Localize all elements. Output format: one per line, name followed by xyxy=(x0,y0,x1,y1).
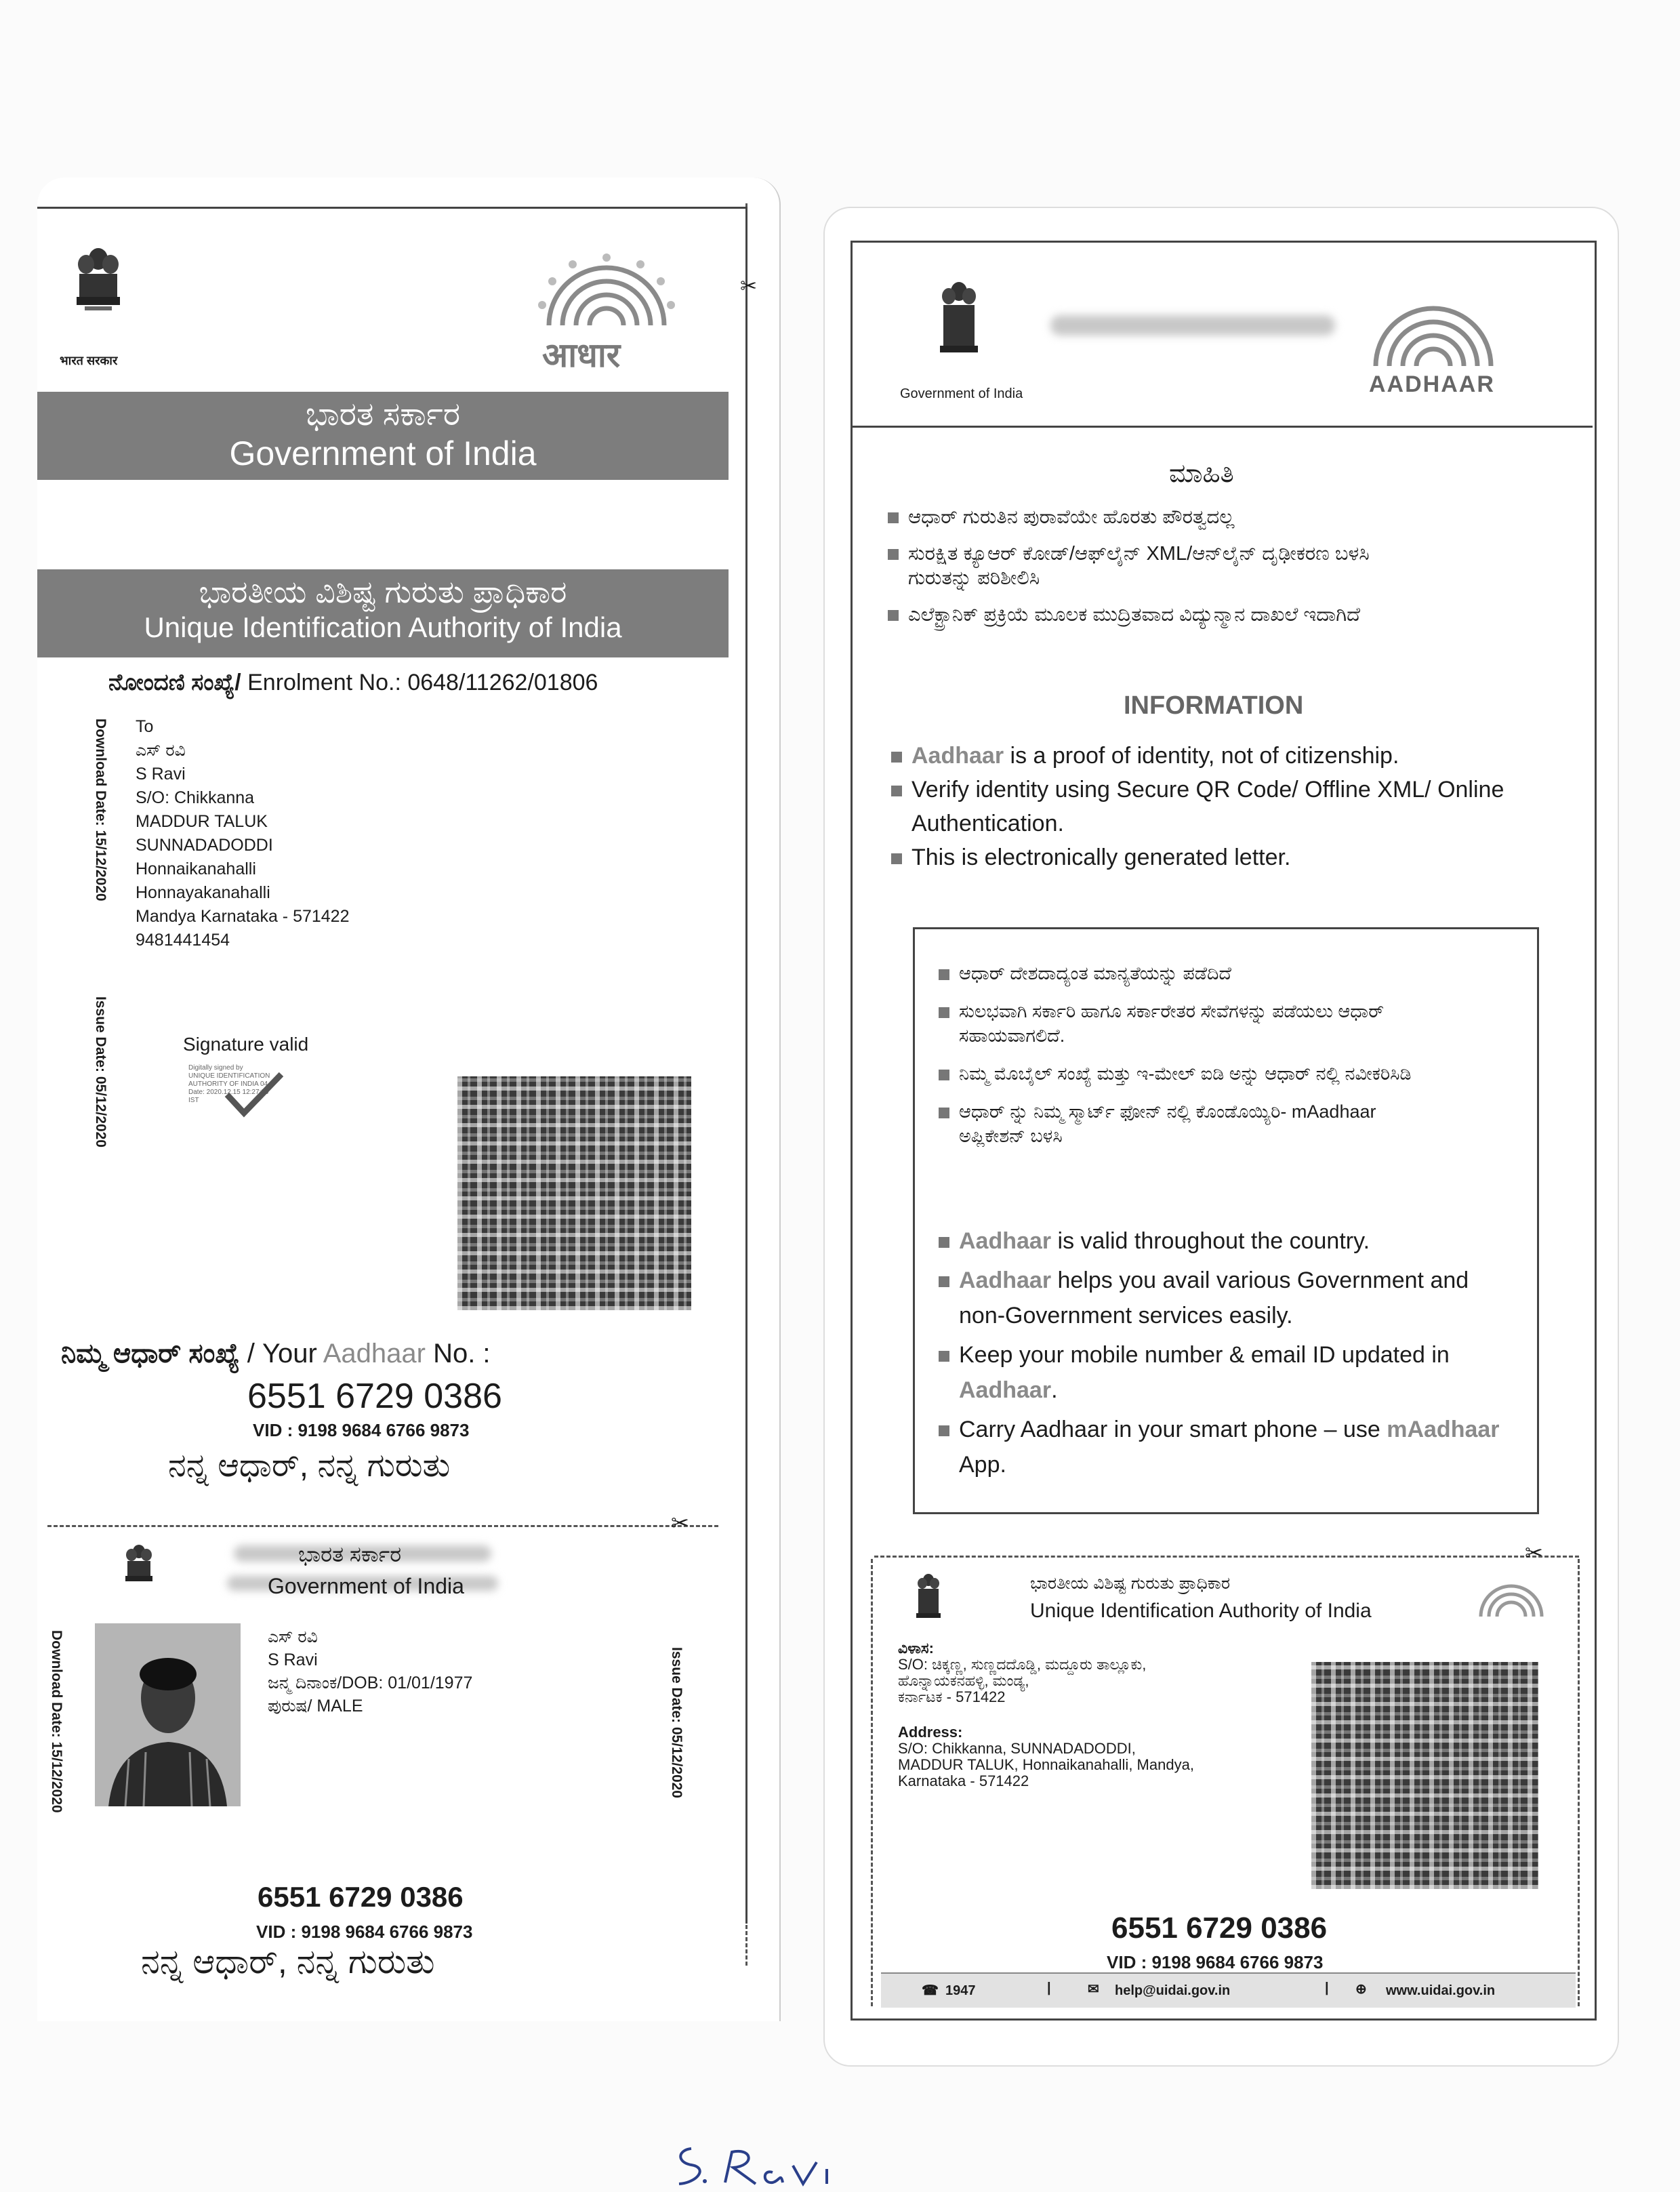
benefit-en-item xyxy=(939,1263,1501,1333)
scissors-icon: ✂ xyxy=(740,275,758,298)
government-band-kn: ಭಾರತ ಸರ್ಕಾರ xyxy=(305,397,461,432)
cardholder-details xyxy=(268,1625,472,1718)
right-top-divider xyxy=(851,426,1593,428)
address-line: Honnaikanahalli xyxy=(136,859,256,878)
benefit-kn-item xyxy=(939,1099,1433,1148)
benefit-en-item-text: App. xyxy=(959,1452,1006,1478)
benefits-en-list xyxy=(939,1223,1501,1482)
your-aadhaar-label-no: No. : xyxy=(425,1339,491,1368)
address-kn-line: ಕರ್ನಾಟಕ - 571422 xyxy=(898,1688,1006,1705)
cut-line-vertical xyxy=(871,1559,873,2006)
cut-line-horizontal xyxy=(874,1556,1579,1558)
address-line: S/O: Chikkanna xyxy=(136,788,255,807)
address-line: 9481441454 xyxy=(136,931,230,950)
bullet-icon xyxy=(939,1351,949,1362)
vid-number: VID : 9198 9684 6766 9873 xyxy=(253,1420,470,1440)
info-en-item xyxy=(891,739,1562,773)
bullet-icon xyxy=(939,1108,949,1118)
benefit-kn-item-text: ಆಧಾರ್ ದೇಶದಾದ್ಯಂತ ಮಾನ್ಯತೆಯನ್ನು ಪಡೆದಿದೆ xyxy=(959,963,1232,983)
scissors-icon: ✂ xyxy=(1525,1541,1543,1565)
signature-detail-line: Date: 2020.12.15 12:27:00 xyxy=(188,1089,269,1096)
enrolment-number xyxy=(108,670,598,696)
recipient-address xyxy=(136,715,350,952)
address-line: ಎಸ್ ರವಿ xyxy=(136,741,186,760)
info-en-item-text: This is electronically generated letter. xyxy=(911,845,1291,870)
info-en-item xyxy=(891,773,1562,840)
address-en-line: Karnataka - 571422 xyxy=(898,1772,1029,1789)
national-emblem-icon xyxy=(932,278,986,366)
bullet-icon xyxy=(939,1070,949,1080)
aadhaar-word: Aadhaar xyxy=(959,1228,1052,1254)
uidai-band-en: Unique Identification Authority of India xyxy=(144,611,622,643)
benefit-en-item-text: . xyxy=(1051,1377,1058,1403)
footer-phone: 1947 xyxy=(945,1983,976,1998)
signature-detail-line: IST xyxy=(188,1097,199,1104)
globe-icon: ⊕ xyxy=(1355,1982,1367,1997)
government-band-en: Government of India xyxy=(229,434,537,472)
your-aadhaar-label-en: / Your xyxy=(247,1339,323,1368)
maadhaar-word: mAadhaar xyxy=(1387,1417,1500,1442)
cut-uid-en: Unique Identification Authority of India xyxy=(1030,1600,1372,1622)
bullet-icon xyxy=(939,1007,949,1018)
benefit-en-item-text: helps you avail various Government and non-Government services easily. xyxy=(959,1267,1469,1328)
address-en-line: S/O: Chikkanna, SUNNADADODDI, xyxy=(898,1740,1136,1757)
aadhaar-logo-text: आधार xyxy=(542,336,621,374)
national-emblem-icon xyxy=(64,244,132,332)
your-aadhaar-label xyxy=(61,1339,491,1369)
address-en-line: MADDUR TALUK, Honnaikanahalli, Mandya, xyxy=(898,1756,1194,1773)
mail-icon: ✉ xyxy=(1088,1982,1099,1997)
info-en-item xyxy=(891,840,1562,874)
info-kn-item xyxy=(888,603,1464,627)
signature-detail-line: AUTHORITY OF INDIA 04 xyxy=(188,1080,268,1088)
bullet-icon xyxy=(939,1425,949,1436)
bullet-icon xyxy=(891,786,902,796)
national-emblem-icon xyxy=(119,1542,159,1596)
info-kn-item-text: ಆಧಾರ್ ಗುರುತಿನ ಪುರಾವೆಯೇ ಹೊರತು ಪೌರತ್ವದಲ್ಲ xyxy=(908,506,1235,528)
address-line: SUNNADADODDI xyxy=(136,836,273,855)
address-line: To xyxy=(136,717,154,736)
your-aadhaar-label-kn: ನಿಮ್ಮ ಆಧಾರ್ ಸಂಖ್ಯೆ xyxy=(61,1339,240,1368)
info-kn-item-text: ಎಲೆಕ್ಟ್ರಾನಿಕ್ ಪ್ರಕ್ರಿಯೆ ಮೂಲಕ ಮುದ್ರಿತವಾದ ವಿದ್ಯುನ್ಮಾನ ದಾಖಲೆ ಇದಾಗಿದೆ xyxy=(908,604,1361,626)
phone-icon: ☎ xyxy=(922,1983,939,1998)
cut-gov-en: Government of India xyxy=(268,1574,464,1598)
benefit-en-item-text: Carry Aadhaar in your smart phone – use xyxy=(959,1417,1387,1442)
info-kn-item xyxy=(888,542,1423,590)
cut-gov-kn: ಭಾರತ ಸರ್ಕಾರ xyxy=(298,1542,402,1566)
info-en-title: INFORMATION xyxy=(1124,691,1304,720)
cut-tagline: ನನ್ನ ಆಧಾರ್, ನನ್ನ ಗುರುತು xyxy=(141,1943,435,1981)
uidai-band-kn: ಭಾರತೀಯ ವಿಶಿಷ್ಟ ಗುರುತು ಪ್ರಾಧಿಕಾರ xyxy=(199,574,567,609)
cut-download-date: Download Date: 15/12/2020 xyxy=(49,1630,64,1813)
bullet-icon xyxy=(888,549,899,560)
bullet-icon xyxy=(891,853,902,864)
address-line: Mandya Karnataka - 571422 xyxy=(136,907,350,926)
benefit-kn-item xyxy=(939,1061,1474,1086)
bullet-icon xyxy=(939,969,949,980)
right-aadhaar-number: 6551 6729 0386 xyxy=(1111,1911,1328,1945)
aadhaar-logo-icon xyxy=(1355,298,1511,373)
tagline: ನನ್ನ ಆಧಾರ್, ನನ್ನ ಗುರುತು xyxy=(168,1448,451,1484)
bullet-icon xyxy=(939,1237,949,1248)
qr-code xyxy=(1311,1662,1538,1889)
cut-line-horizontal xyxy=(47,1525,718,1527)
info-kn-list xyxy=(888,505,1498,627)
benefit-en-item xyxy=(939,1337,1501,1408)
info-kn-title: ಮಾಹಿತಿ xyxy=(1169,460,1234,488)
bullet-icon xyxy=(891,752,902,763)
name-en: S Ravi xyxy=(268,1650,318,1669)
info-en-list xyxy=(891,739,1562,874)
redaction-mark xyxy=(1050,315,1335,336)
footer-bar xyxy=(881,1972,1576,2008)
uidai-band xyxy=(37,569,729,657)
aadhaar-word: Aadhaar xyxy=(959,1267,1052,1293)
aadhaar-word: Aadhaar xyxy=(911,743,1004,769)
address-line: Honnayakanahalli xyxy=(136,883,270,902)
aadhaar-logo-text: AADHAAR xyxy=(1369,371,1495,397)
signature-detail-line: Digitally signed by xyxy=(188,1064,243,1072)
photo xyxy=(95,1623,241,1806)
benefit-kn-item-text: ಆಧಾರ್ ನ್ನು ನಿಮ್ಮ ಸ್ಮಾರ್ಟ್ ಫೋನ್ ನಲ್ಲಿ ಕೊಂಡೊಯ್ಯಿರಿ- mAadhaar ಅಪ್ಲಿಕೇಶನ್ ಬಳಸಿ xyxy=(959,1101,1376,1146)
date-of-birth: ಜನ್ಮ ದಿನಾಂಕ/DOB: 01/01/1977 xyxy=(268,1673,473,1692)
aadhaar-word: Aadhaar xyxy=(959,1377,1052,1403)
aadhaar-logo-icon xyxy=(522,251,691,339)
signature-valid-label: Signature valid xyxy=(183,1034,309,1055)
benefit-kn-item xyxy=(939,961,1508,986)
aadhaar-logo-icon xyxy=(1474,1576,1549,1623)
footer-web: www.uidai.gov.in xyxy=(1386,1983,1496,1998)
address-kn-line: S/O: ಚಿಕ್ಕಣ್ಣ, ಸುಣ್ಣದದೊಡ್ಡಿ, ಮದ್ದೂರು ತಾಲ್ಲೂಕು, xyxy=(898,1656,1147,1673)
benefit-kn-item xyxy=(939,999,1433,1048)
aadhaar-word: Aadhaar xyxy=(323,1339,426,1368)
cut-line-vertical xyxy=(1578,1559,1580,2006)
address-line: MADDUR TALUK xyxy=(136,812,268,831)
right-vid-number: VID : 9198 9684 6766 9873 xyxy=(1107,1952,1324,1972)
footer-email: help@uidai.gov.in xyxy=(1115,1983,1231,1998)
benefit-kn-item-text: ಸುಲಭವಾಗಿ ಸರ್ಕಾರಿ ಹಾಗೂ ಸರ್ಕಾರೇತರ ಸೇವೆಗಳನ್ನು ಪಡೆಯಲು ಆಧಾರ್ ಸಹಾಯವಾಗಲಿದೆ. xyxy=(959,1001,1385,1046)
cut-issue-date: Issue Date: 05/12/2020 xyxy=(669,1647,684,1798)
info-kn-item xyxy=(888,505,1498,529)
scissors-icon: ✂ xyxy=(671,1511,689,1535)
signature-detail-line: UNIQUE IDENTIFICATION xyxy=(188,1072,270,1080)
footer-divider: | xyxy=(1325,1981,1329,1995)
right-emblem-caption: Government of India xyxy=(900,386,1023,401)
address-label-en: Address: xyxy=(898,1724,963,1741)
qr-code xyxy=(457,1076,691,1310)
footer-divider: | xyxy=(1047,1981,1051,1995)
issue-date: Issue Date: 05/12/2020 xyxy=(93,996,108,1148)
download-date: Download Date: 15/12/2020 xyxy=(93,718,108,901)
bullet-icon xyxy=(888,512,899,523)
benefit-en-item-text: is valid throughout the country. xyxy=(1051,1228,1370,1254)
cut-aadhaar-number: 6551 6729 0386 xyxy=(258,1881,464,1913)
bullet-icon xyxy=(888,610,899,621)
benefit-kn-item-text: ನಿಮ್ಮ ಮೊಬೈಲ್ ಸಂಖ್ಯೆ ಮತ್ತು ಇ-ಮೇಲ್ ಐಡಿ ಅನ್ನು ಆಧಾರ್ ನಲ್ಲಿ ನವೀಕರಿಸಿಡಿ xyxy=(959,1063,1412,1084)
benefit-en-item xyxy=(939,1412,1501,1482)
address-line: S Ravi xyxy=(136,765,186,784)
gender: ಪುರುಷ/ MALE xyxy=(268,1697,363,1716)
info-en-item-text: is a proof of identity, not of citizenship. xyxy=(1004,743,1399,769)
aadhaar-number: 6551 6729 0386 xyxy=(247,1377,502,1416)
government-band xyxy=(37,392,729,480)
benefit-en-item xyxy=(939,1223,1501,1259)
enrolment-label-kn: ನೋಂದಣಿ ಸಂಖ್ಯೆ/ xyxy=(108,670,241,695)
address-kn-line: ಹೊನ್ನಾಯಕನಹಳ್ಳಿ, ಮಂಡ್ಯ, xyxy=(898,1672,1029,1689)
enrolment-value: Enrolment No.: 0648/11262/01806 xyxy=(247,670,598,695)
name-kn: ಎಸ್ ರವಿ xyxy=(268,1627,318,1646)
emblem-caption: भारत सरकार xyxy=(60,354,118,367)
handwritten-signature xyxy=(671,2142,847,2189)
bullet-icon xyxy=(939,1276,949,1287)
address-label-kn: ವಿಳಾಸ: xyxy=(898,1640,934,1657)
cut-uid-kn: ಭಾರತೀಯ ವಿಶಿಷ್ಟ ಗುರುತು ಪ್ರಾಧಿಕಾರ xyxy=(1030,1574,1231,1593)
info-en-item-text: Verify identity using Secure QR Code/ Offline XML/ Online Authentication. xyxy=(911,777,1504,836)
benefit-en-item-text: Keep your mobile number & email ID updated in xyxy=(959,1342,1450,1368)
benefits-kn-list xyxy=(939,961,1508,1148)
checkmark-icon xyxy=(224,1071,285,1122)
cut-address xyxy=(898,1640,1298,1789)
info-kn-item-text: ಸುರಕ್ಷಿತ ಕ್ಯೂಆರ್ ಕೋಡ್/ಆಫ್‌ಲೈನ್ XML/ಆನ್‌ಲೈನ್ ದೃಢೀಕರಣ ಬಳಸಿ ಗುರುತನ್ನು ಪರಿಶೀಲಿಸಿ xyxy=(908,543,1370,589)
cut-vid-number: VID : 9198 9684 6766 9873 xyxy=(256,1922,473,1942)
national-emblem-icon xyxy=(911,1571,945,1625)
